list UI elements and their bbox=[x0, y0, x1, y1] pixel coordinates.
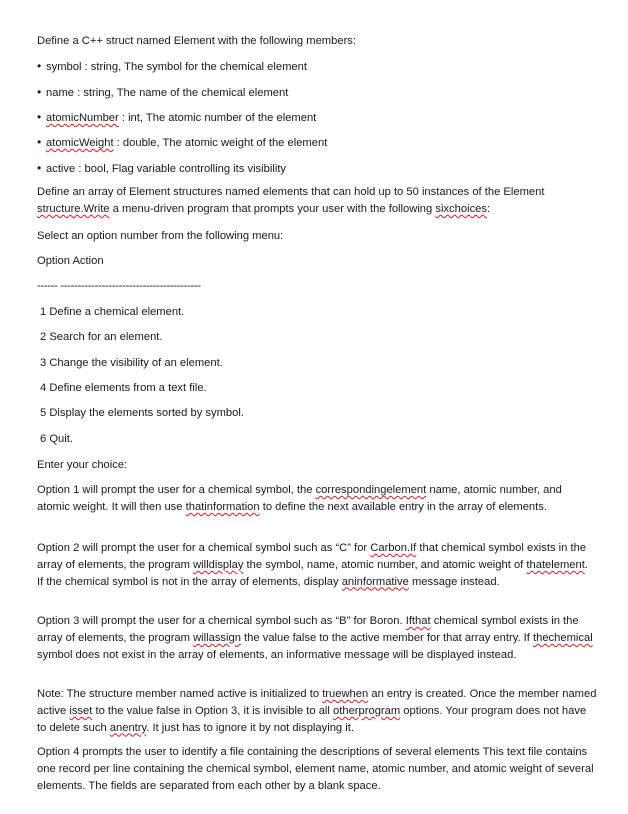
member-name: atomicNumber bbox=[46, 112, 119, 124]
member-active bbox=[37, 160, 286, 178]
misspelled-word: Ifthat bbox=[405, 615, 431, 627]
member-desc: : double, The atomic weight of the element bbox=[113, 137, 328, 149]
note-paragraph bbox=[37, 686, 597, 736]
option1-paragraph bbox=[37, 482, 597, 516]
misspelled-word: thechemical bbox=[533, 631, 593, 644]
text-run: Option 1 will prompt the user for a chemical symbol, the bbox=[37, 484, 316, 496]
member-name: atomicWeight bbox=[46, 137, 114, 149]
misspelled-word: thatinformation bbox=[185, 500, 260, 513]
menu-item: 4 Define elements from a text file. bbox=[40, 382, 207, 394]
member-name: symbol bbox=[46, 61, 82, 73]
member-name: active bbox=[46, 163, 76, 175]
text-run: a menu-driven program that prompts your user with the following bbox=[109, 202, 436, 215]
text-run: Option 2 will prompt the user for a chemical symbol such as “C” for bbox=[37, 542, 371, 554]
member-desc: : string, The symbol for the chemical element bbox=[81, 61, 307, 73]
text-run: to define the next available entry in the array of elements. bbox=[259, 500, 547, 513]
intro-text: Define a C++ struct named Element with the following members: bbox=[37, 35, 356, 47]
option2-paragraph bbox=[37, 540, 597, 590]
text-run: that chemical symbol exists in the array of elements, the program bbox=[37, 542, 587, 571]
member-symbol bbox=[37, 58, 307, 76]
misspelled-word: willassign bbox=[193, 631, 241, 644]
text-run: Note: The structure member named active is initialized to bbox=[37, 688, 323, 700]
text-run: : bbox=[486, 202, 491, 215]
text-run: name, atomic number, and atomic weight. It will then use bbox=[37, 484, 562, 513]
menu-item: 5 Display the elements sorted by symbol. bbox=[40, 407, 244, 419]
member-atomic-number bbox=[37, 109, 316, 127]
member-atomic-weight bbox=[37, 134, 327, 152]
text-run: to the value false in Option 3, it is invisible to all bbox=[92, 704, 334, 717]
menu-item: 3 Change the visibility of an element. bbox=[40, 357, 223, 369]
misspelled-word: willdisplay bbox=[193, 558, 244, 571]
member-desc: : int, The atomic number of the element bbox=[118, 112, 317, 124]
member-name: name bbox=[46, 87, 74, 99]
misspelled-word: truewhen bbox=[322, 688, 369, 700]
member-name-field bbox=[37, 84, 288, 102]
member-desc: : string, The name of the chemical element bbox=[74, 87, 289, 99]
option4-paragraph: Option 4 prompts the user to identify a file containing the descriptions of several elements This text file contains one record per line containing the chemical symbol, element name, atomic number, and atomic weight of several elements. The fields are separated from each other by a blank space. bbox=[37, 746, 594, 792]
member-desc: : bool, Flag variable controlling its visibility bbox=[75, 163, 287, 175]
menu-item: 2 Search for an element. bbox=[40, 331, 163, 343]
option3-paragraph bbox=[37, 613, 597, 663]
text-run: message instead. bbox=[408, 575, 500, 588]
menu-header: Option Action bbox=[37, 255, 104, 267]
menu-item: 6 Quit. bbox=[40, 433, 73, 445]
choice-prompt: Enter your choice: bbox=[37, 459, 128, 471]
text-run: Option 3 will prompt the user for a chemical symbol such as “B” for Boron. bbox=[37, 615, 406, 627]
menu-divider: ------ ----------------------------------------- bbox=[37, 280, 201, 292]
text-run: chemical symbol exists in the array of elements, the program bbox=[37, 615, 579, 644]
array-paragraph bbox=[37, 184, 597, 218]
misspelled-word: correspondingelement bbox=[315, 484, 427, 496]
misspelled-word: aninformative bbox=[341, 575, 409, 588]
misspelled-word: sixchoices bbox=[435, 202, 487, 215]
text-run: an entry is created. Once the member named active bbox=[37, 688, 597, 717]
misspelled-word: otherprogram bbox=[333, 704, 401, 717]
misspelled-word: structure.Write bbox=[37, 202, 110, 215]
misspelled-word: thatelement bbox=[526, 558, 585, 571]
text-run: symbol does not exist in the array of elements, an informative message will be displayed instead. bbox=[37, 648, 517, 661]
text-run: the value false to the active member for that array entry. If bbox=[240, 631, 533, 644]
text-run: the symbol, name, atomic number, and atomic weight of bbox=[243, 558, 527, 571]
misspelled-word: isset bbox=[69, 704, 93, 717]
menu-item: 1 Define a chemical element. bbox=[40, 306, 185, 318]
misspelled-word: anentry bbox=[109, 721, 147, 734]
misspelled-word: Carbon.If bbox=[370, 542, 417, 554]
text-run: Define an array of Element structures named elements that can hold up to 50 instances of the Element bbox=[37, 186, 545, 198]
select-prompt: Select an option number from the following menu: bbox=[37, 230, 284, 242]
text-run: options. Your program does not have to delete such bbox=[37, 704, 587, 734]
text-run: . If the chemical symbol is not in the array of elements, display bbox=[37, 558, 588, 588]
text-run: . It just has to ignore it by not displaying it. bbox=[146, 721, 354, 734]
